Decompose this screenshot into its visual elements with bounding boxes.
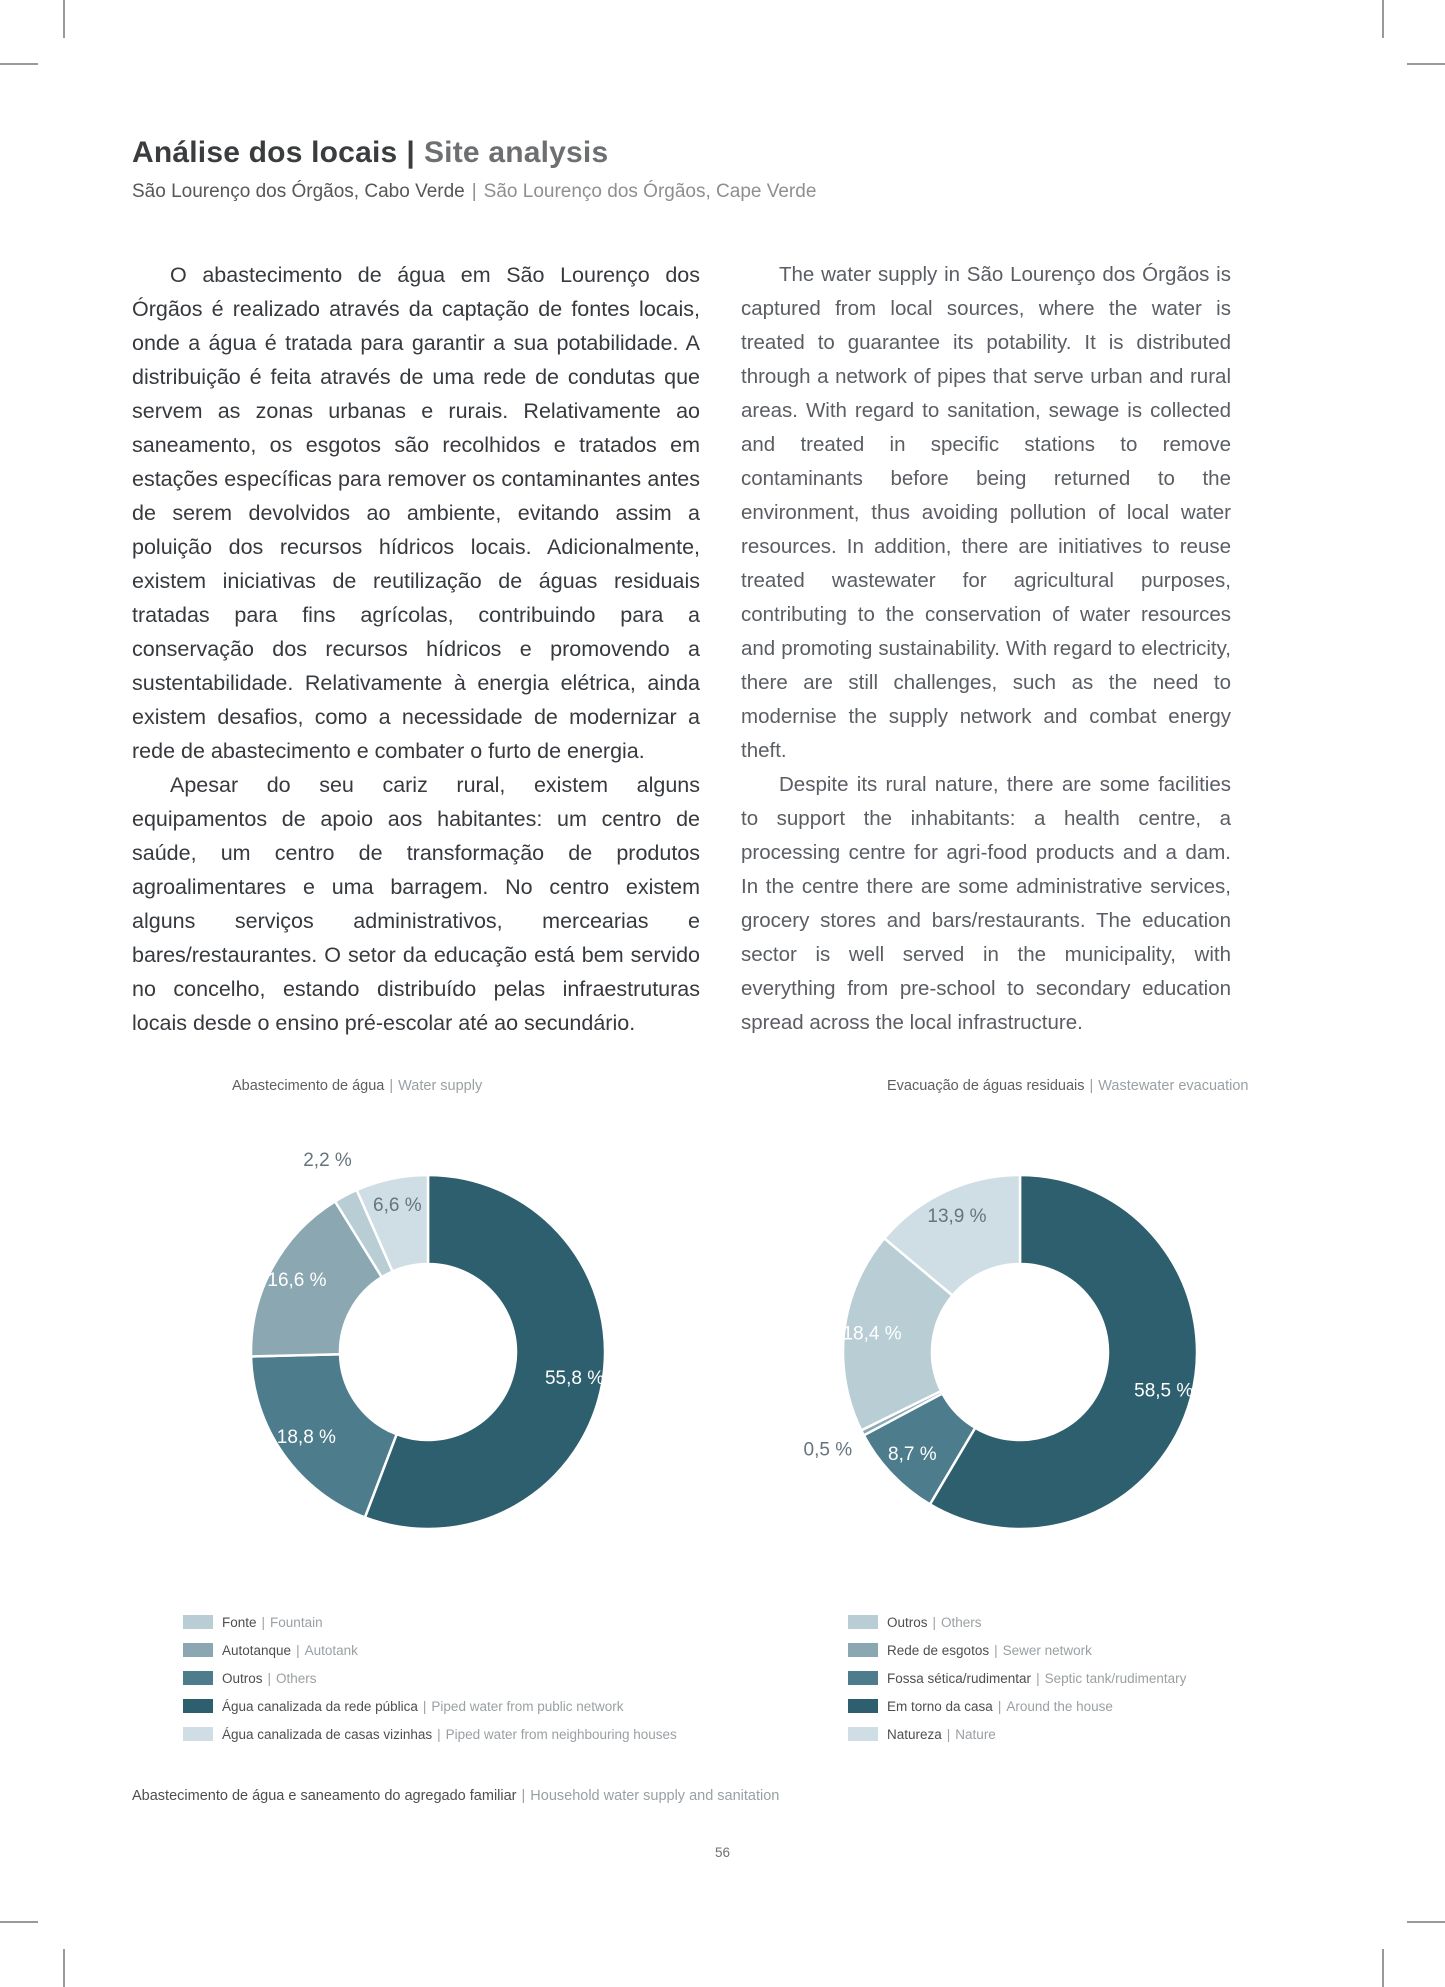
legend-label-en: Piped water from neighbouring houses	[445, 1726, 677, 1742]
paragraph-en-2: Despite its rural nature, there are some facilities to support the inhabitants: a health centre, a processing centre for agri-food products and a dam. In the centre there are some administrative services, grocery stores and bars/restaurants. The education sector is well served in the municipality, with everything from pre-school to secondary education spread across the local infrastructure.	[741, 773, 1231, 1034]
body-column-portuguese	[132, 258, 700, 1040]
crop-mark-top-right-h	[1407, 63, 1445, 65]
crop-mark-bottom-left-v	[63, 1949, 65, 1987]
slice-label: 16,6 %	[267, 1270, 327, 1292]
chart-title-en: Water supply	[398, 1078, 483, 1094]
legend-label-en: Septic tank/rudimentary	[1044, 1670, 1187, 1686]
figure-caption-en: Household water supply and sanitation	[530, 1788, 780, 1804]
legend-separator: |	[994, 1642, 998, 1658]
legend-item	[848, 1692, 1186, 1720]
slice-label: 18,8 %	[276, 1427, 336, 1449]
legend-swatch	[848, 1699, 878, 1713]
slice-label: 18,4 %	[842, 1323, 902, 1345]
legend-item	[848, 1636, 1186, 1664]
legend-label-pt: Outros	[222, 1670, 263, 1686]
caption-separator: |	[521, 1788, 526, 1804]
legend-label-en: Others	[276, 1670, 317, 1686]
legend-separator: |	[267, 1670, 272, 1686]
chart-title-separator: |	[389, 1078, 394, 1094]
slice-label: 8,7 %	[888, 1444, 937, 1466]
legend-label-en: Nature	[955, 1726, 996, 1742]
subtitle-separator: |	[471, 181, 477, 202]
paragraph-en-1: The water supply in São Lourenço dos Órgãos is captured from local sources, where the water is treated to guarantee its potability. It is distributed through a network of pipes that serve urban and rural areas. With regard to sanitation, sewage is collected and treated in specific stations to remove contaminants before being returned to the environment, thus avoiding pollution of local water resources. In addition, there are initiatives to reuse treated wastewater for agricultural purposes, contributing to the conservation of water resources and promoting sustainability. With regard to electricity, there are still challenges, such as the need to modernise the supply network and combat energy theft.	[741, 263, 1231, 762]
legend-item	[183, 1636, 677, 1664]
legend-label-en: Fountain	[270, 1614, 323, 1630]
legend-swatch	[848, 1643, 878, 1657]
figure-caption-pt: Abastecimento de água e saneamento do agregado familiar	[132, 1788, 517, 1804]
chart-title-wastewater	[887, 1078, 1248, 1094]
legend-swatch	[848, 1615, 878, 1629]
donut-chart	[193, 1117, 663, 1587]
crop-mark-bottom-right-h	[1407, 1921, 1445, 1923]
legend-label-en: Autotank	[304, 1642, 358, 1658]
legend-item	[848, 1664, 1186, 1692]
legend-swatch	[848, 1727, 878, 1741]
page-number: 56	[714, 1845, 731, 1860]
legend-item	[183, 1608, 677, 1636]
slice-label: 0,5 %	[803, 1439, 853, 1461]
legend-separator: |	[296, 1642, 300, 1658]
legend-swatch	[183, 1643, 213, 1657]
legend-item	[183, 1720, 677, 1748]
legend-separator: |	[946, 1726, 951, 1742]
chart-title-pt: Evacuação de águas residuais	[887, 1078, 1085, 1094]
chart-title-water-supply	[232, 1078, 482, 1094]
legend-item	[848, 1720, 1186, 1748]
legend-swatch	[183, 1699, 213, 1713]
legend-item	[848, 1608, 1186, 1636]
page-title	[132, 136, 816, 170]
slice-label: 55,8 %	[544, 1368, 605, 1390]
slice-label: 6,6 %	[373, 1195, 422, 1217]
title-separator: |	[406, 136, 415, 169]
legend-separator: |	[261, 1614, 266, 1630]
legend-label-pt: Em torno da casa	[887, 1698, 993, 1714]
legend-swatch	[183, 1671, 213, 1685]
legend-swatch	[848, 1671, 878, 1685]
legend-label-pt: Autotanque	[222, 1642, 292, 1658]
legend-separator: |	[997, 1698, 1002, 1714]
legend-label-pt: Fossa sética/rudimentar	[887, 1670, 1032, 1686]
legend-swatch	[183, 1727, 213, 1741]
legend-label-pt: Outros	[887, 1614, 928, 1630]
legend-separator: |	[437, 1726, 441, 1742]
slice-label: 2,2 %	[303, 1149, 352, 1171]
legend-label-pt: Natureza	[887, 1726, 942, 1742]
chart-title-separator: |	[1089, 1078, 1094, 1094]
page-title-pt: Análise dos locais	[132, 136, 398, 169]
legend-label-pt: Rede de esgotos	[887, 1642, 990, 1658]
legend-item	[183, 1692, 677, 1720]
body-column-english	[741, 258, 1231, 1040]
legend-separator: |	[422, 1698, 427, 1714]
paragraph-pt-2: Apesar do seu cariz rural, existem alguns equipamentos de apoio aos habitantes: um centro de saúde, um centro de transformação de produtos agroalimentares e uma barragem. No centro existem alguns serviços administrativos, mercearias e bares/restaurantes. O setor da educação está bem servido no concelho, estando distribuído pelas infraestruturas locais desde o ensino pré-escolar até ao secundário.	[132, 773, 700, 1035]
legend-separator: |	[932, 1614, 937, 1630]
legend-separator: |	[1036, 1670, 1040, 1686]
legend-item	[183, 1664, 677, 1692]
paragraph-pt-1: O abastecimento de água em São Lourenço dos Órgãos é realizado através da captação de fontes locais, onde a água é tratada para garantir a sua potabilidade. A distribuição é feita através de uma rede de condutas que servem as zonas urbanas e rurais. Relativamente ao saneamento, os esgotos são recolhidos e tratados em estações específicas para remover os contaminantes antes de serem devolvidos ao ambiente, evitando assim a poluição dos recursos hídricos locais. Adicionalmente, existem iniciativas de reutilização de águas residuais tratadas para fins agrícolas, contribuindo para a conservação dos recursos hídricos e promovendo a sustentabilidade. Relativamente à energia elétrica, ainda existem desafios, como a necessidade de modernizar a rede de abastecimento e combater o furto de energia.	[132, 263, 700, 763]
legend-label-en: Around the house	[1006, 1698, 1113, 1714]
legend-label-en: Others	[941, 1614, 982, 1630]
chart-legend	[848, 1608, 1186, 1748]
crop-mark-top-left-h	[0, 63, 38, 65]
slice-label: 13,9 %	[927, 1205, 987, 1227]
page-subtitle-en: São Lourenço dos Órgãos, Cape Verde	[483, 181, 817, 202]
slice-label: 58,5 %	[1134, 1380, 1194, 1402]
legend-label-en: Sewer network	[1002, 1642, 1092, 1658]
legend-label-pt: Água canalizada de casas vizinhas	[222, 1726, 433, 1742]
chart-legend	[183, 1608, 677, 1748]
chart-title-pt: Abastecimento de água	[232, 1078, 385, 1094]
legend-label-en: Piped water from public network	[431, 1698, 624, 1714]
donut-chart	[785, 1117, 1255, 1587]
page-subtitle-pt: São Lourenço dos Órgãos, Cabo Verde	[132, 181, 465, 202]
legend-label-pt: Fonte	[222, 1614, 257, 1630]
crop-mark-bottom-left-h	[0, 1921, 38, 1923]
legend-label-pt: Água canalizada da rede pública	[222, 1698, 418, 1714]
page-header	[132, 136, 816, 203]
legend-swatch	[183, 1615, 213, 1629]
page-subtitle	[132, 181, 816, 203]
crop-mark-bottom-right-v	[1382, 1949, 1384, 1987]
crop-mark-top-left-v	[63, 0, 65, 38]
crop-mark-top-right-v	[1382, 0, 1384, 38]
page-title-en: Site analysis	[423, 136, 609, 169]
chart-title-en: Wastewater evacuation	[1098, 1078, 1249, 1094]
figure-caption	[132, 1788, 779, 1804]
